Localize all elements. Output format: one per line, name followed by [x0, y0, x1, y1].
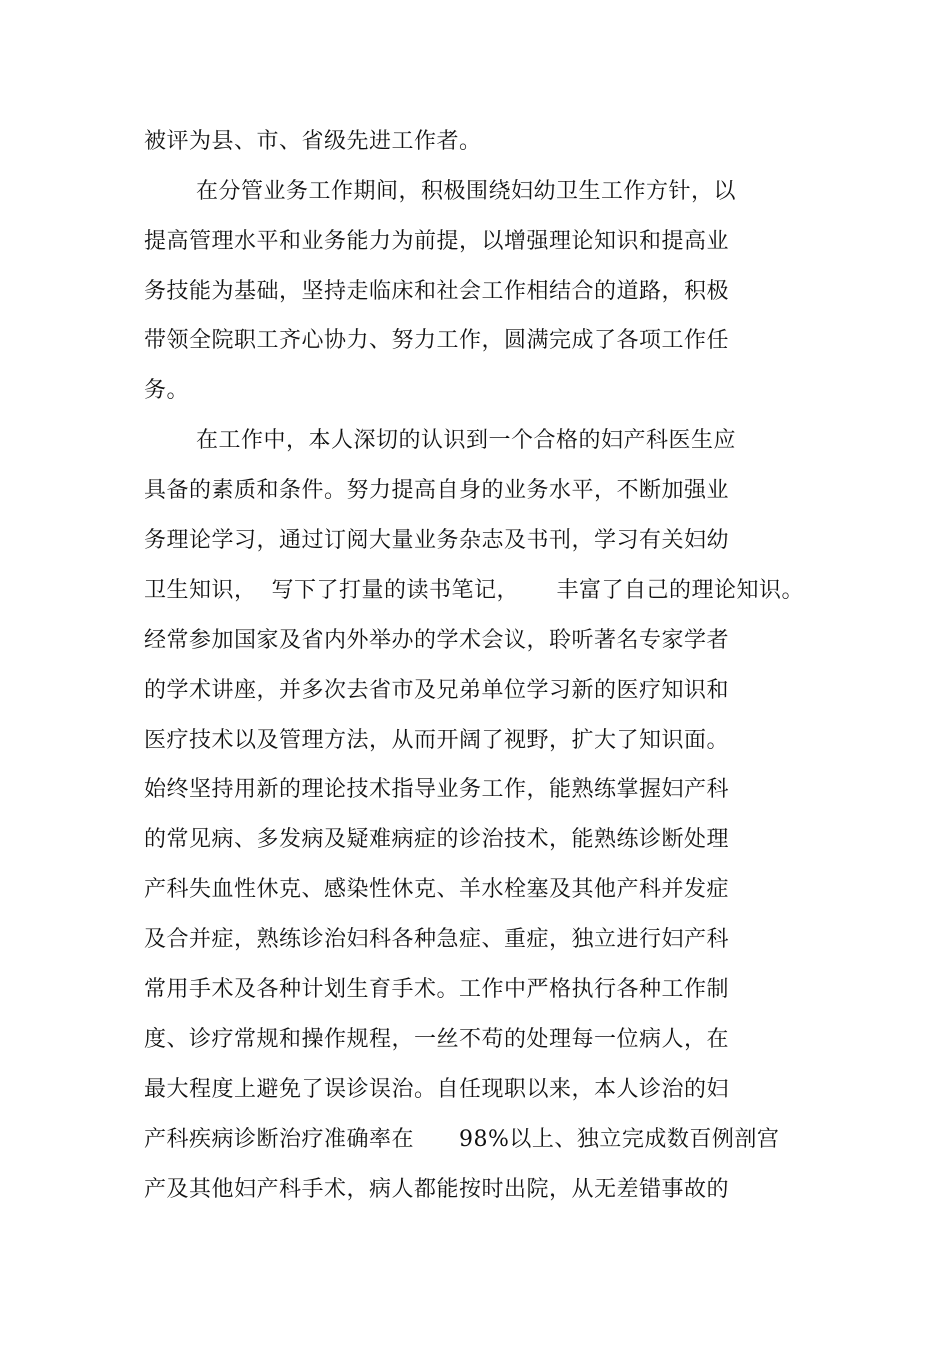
- text-line: 被评为县、市、省级先进工作者。: [144, 129, 482, 154]
- text-line: 产及其他妇产科手术，病人都能按时出院，从无差错事故的: [144, 1177, 730, 1202]
- text-line: 医疗技术以及管理方法，从而开阔了视野，扩大了知识面。: [144, 728, 730, 753]
- text-line: 始终坚持用新的理论技术指导业务工作，能熟练掌握妇产科: [144, 777, 730, 802]
- text-line: 度、诊疗常规和操作规程，一丝不苟的处理每一位病人，在: [144, 1027, 730, 1052]
- text-line: 最大程度上避免了误诊误治。自任现职以来，本人诊治的妇: [144, 1077, 730, 1102]
- text-line: 产科疾病诊断治疗准确率在 98%以上、独立完成数百例剖宫: [144, 1127, 780, 1152]
- text-line: 产科失血性休克、感染性休克、羊水栓塞及其他产科并发症: [144, 877, 730, 902]
- text-line: 在分管业务工作期间，积极围绕妇幼卫生工作方针，以: [196, 179, 737, 204]
- text-line: 务理论学习，通过订阅大量业务杂志及书刊，学习有关妇幼: [144, 528, 730, 553]
- text-line: 带领全院职工齐心协力、努力工作，圆满完成了各项工作任: [144, 328, 730, 353]
- text-line: 具备的素质和条件。努力提高自身的业务水平，不断加强业: [144, 478, 730, 503]
- text-line: 在工作中，本人深切的认识到一个合格的妇产科医生应: [196, 428, 737, 453]
- text-line: 卫生知识， 写下了打量的读书笔记， 丰富了自己的理论知识。: [144, 578, 804, 603]
- text-line: 经常参加国家及省内外举办的学术会议，聆听著名专家学者: [144, 628, 730, 653]
- text-line: 及合并症，熟练诊治妇科各种急症、重症，独立进行妇产科: [144, 927, 730, 952]
- text-line: 务技能为基础，坚持走临床和社会工作相结合的道路，积极: [144, 279, 730, 304]
- text-line: 提高管理水平和业务能力为前提，以增强理论知识和提高业: [144, 229, 730, 254]
- text-line: 务。: [144, 378, 190, 403]
- text-line: 的学术讲座，并多次去省市及兄弟单位学习新的医疗知识和: [144, 678, 730, 703]
- text-line: 常用手术及各种计划生育手术。工作中严格执行各种工作制: [144, 977, 730, 1002]
- text-line: 的常见病、多发病及疑难病症的诊治技术，能熟练诊断处理: [144, 827, 730, 852]
